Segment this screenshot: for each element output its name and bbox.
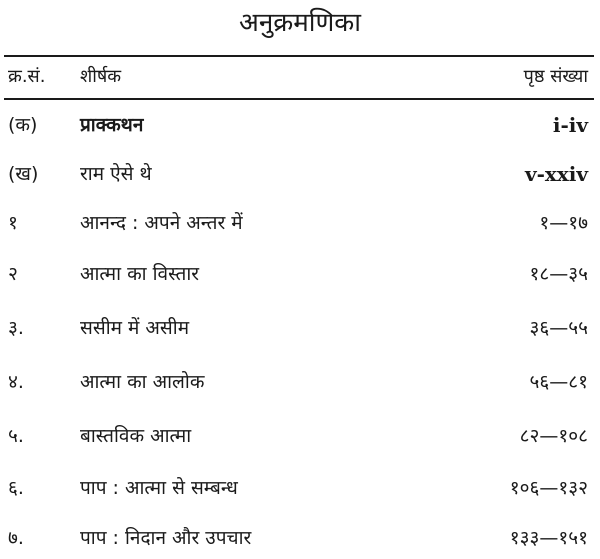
page-title: अनुक्रमणिका (238, 8, 362, 38)
entry-title: ससीम में असीम (80, 317, 190, 339)
toc-row[interactable] (0, 310, 600, 346)
entry-pages: i-iv (552, 113, 588, 137)
toc-row[interactable] (0, 205, 600, 241)
entry-number: ४. (8, 371, 24, 393)
entry-pages: १३३—१५१ (509, 527, 588, 549)
toc-row[interactable] (0, 107, 600, 143)
entry-pages: ३६—५५ (529, 317, 588, 339)
toc-row[interactable] (0, 520, 600, 556)
table-header (0, 59, 600, 95)
toc-row[interactable] (0, 364, 600, 400)
entry-title: प्राक्कथन (80, 114, 144, 136)
header-top-rule (4, 55, 594, 57)
entry-title: बास्तविक आत्मा (80, 425, 192, 447)
entry-number: २ (8, 263, 18, 285)
entry-pages: १०६—१३२ (509, 477, 588, 499)
entry-number: ६. (8, 477, 24, 499)
entry-number: ७. (8, 527, 24, 549)
toc-row[interactable] (0, 470, 600, 506)
toc-row[interactable] (0, 156, 600, 192)
toc-row[interactable] (0, 256, 600, 292)
header-number: क्र.सं. (8, 66, 46, 87)
entry-number: १ (8, 212, 18, 234)
entry-pages: ८२—१०८ (519, 425, 588, 447)
entry-number: ३. (8, 317, 24, 339)
entry-pages: १८—३५ (529, 263, 588, 285)
entry-title: आनन्द : अपने अन्तर में (80, 212, 243, 234)
entry-title: आत्मा का आलोक (80, 371, 205, 393)
entry-title: राम ऐसे थे (80, 163, 152, 185)
entry-number: ५. (8, 425, 24, 447)
header-page: पृष्ठ संख्या (523, 66, 588, 87)
header-title: शीर्षक (80, 66, 122, 87)
entry-pages: v-xxiv (525, 162, 588, 186)
entry-pages: १—१७ (539, 212, 588, 234)
entry-number: (ख) (8, 163, 39, 185)
entry-pages: ५६—८१ (529, 371, 588, 393)
header-bottom-rule (4, 98, 594, 100)
entry-title: आत्मा का विस्तार (80, 263, 200, 285)
toc-row[interactable] (0, 418, 600, 454)
entry-number: (क) (8, 114, 38, 136)
entry-title: पाप : आत्मा से सम्बन्ध (80, 477, 238, 499)
entry-title: पाप : निदान और उपचार (80, 527, 252, 549)
